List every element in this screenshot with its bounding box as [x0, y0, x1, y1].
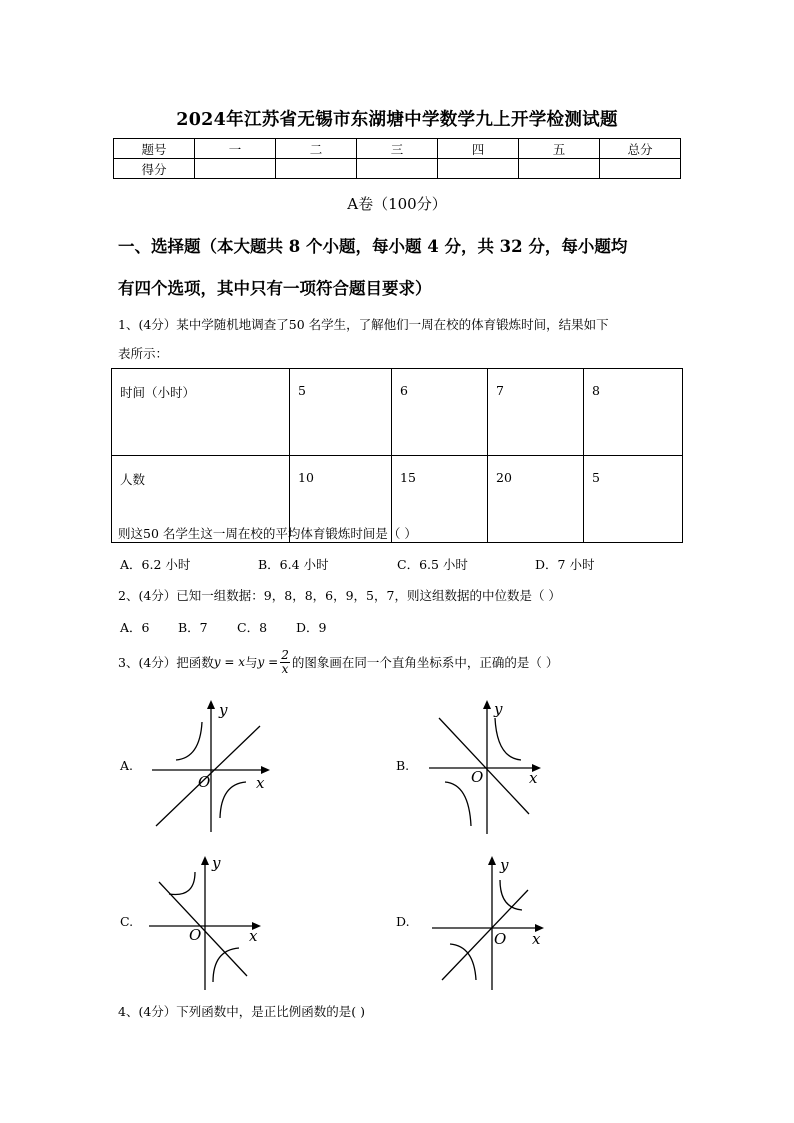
line-y-equals-neg-x: [159, 882, 247, 976]
line-y-equals-x: [442, 890, 528, 980]
y-axis-arrow-icon: [483, 700, 491, 709]
q2-option-b: B．7: [178, 620, 208, 635]
origin-label: O: [494, 930, 507, 948]
q3-prefix: 3、(4分）把函数: [118, 655, 214, 670]
q1-option-a: A．6.2 小时: [120, 557, 191, 572]
q1-table-cell: 人数: [112, 456, 290, 543]
score-header-cell: 四: [438, 139, 519, 159]
paper-section-title: A卷（100分）: [347, 195, 447, 213]
hyperbola-branch: [445, 782, 471, 826]
q3-function-1: y = x: [213, 655, 246, 669]
x-axis-label: x: [529, 769, 538, 787]
score-header-cell: 五: [519, 139, 600, 159]
q1-table-cell: 8: [584, 369, 683, 456]
q1-table-cell: 时间（小时）: [112, 369, 290, 456]
origin-label: O: [471, 768, 484, 786]
score-header-cell: 总分: [600, 139, 681, 159]
q3-graph-label-c: C.: [120, 914, 134, 929]
q3-fraction-denominator: x: [281, 661, 289, 676]
q1-table-cell: 5: [584, 456, 683, 543]
y-axis-label: y: [500, 856, 509, 874]
hyperbola-branch: [495, 718, 521, 760]
y-axis-arrow-icon: [201, 856, 209, 865]
q3-text: [118, 644, 558, 680]
q1-table-cell: 10: [290, 456, 392, 543]
q1-table-cell: 5: [290, 369, 392, 456]
q3-graph-c: [145, 852, 275, 992]
y-axis-label: y: [494, 700, 503, 718]
hyperbola-branch: [500, 880, 522, 910]
y-axis-label: y: [212, 854, 221, 872]
q4-text: 4、(4分）下列函数中，是正比例函数的是( ): [118, 1004, 366, 1019]
x-axis-label: x: [532, 930, 541, 948]
score-cell: [195, 159, 276, 179]
origin-label: O: [198, 773, 211, 791]
line-y-equals-neg-x: [439, 718, 529, 814]
score-cell: [276, 159, 357, 179]
hyperbola-branch: [220, 782, 246, 818]
q2-text: 2、(4分）已知一组数据：9，8，8，6，9，5，7，则这组数据的中位数是（ ）: [118, 588, 561, 603]
score-table-score-row: [114, 159, 681, 179]
q2-option-a: A．6: [120, 620, 150, 635]
q3-graph-b: [425, 696, 555, 836]
score-row-label: 得分: [114, 159, 195, 179]
q3-graph-d: [428, 852, 558, 992]
x-axis-arrow-icon: [261, 766, 270, 774]
y-axis-label: y: [219, 701, 228, 719]
score-header-cell: 一: [195, 139, 276, 159]
q1-table-cell: 20: [488, 456, 584, 543]
q3-fraction-numerator: 2: [281, 647, 289, 662]
section-heading-line1: 一、选择题（本大题共 8 个小题，每小题 4 分，共 32 分，每小题均: [118, 237, 628, 256]
page-title: 2024年江苏省无锡市东湖塘中学数学九上开学检测试题: [176, 110, 618, 130]
q2-option-c: C．8: [237, 620, 268, 635]
q1-text-line1: 1、(4分）某中学随机地调查了50 名学生，了解他们一周在校的体育锻炼时间，结果如下: [118, 317, 609, 332]
q3-graph-a: [148, 696, 278, 836]
q1-question: 则这50 名学生这一周在校的平均体育锻炼时间是（ ）: [118, 526, 417, 541]
y-axis-arrow-icon: [488, 856, 496, 865]
q3-graph-label-b: B.: [396, 758, 410, 773]
score-table: [113, 138, 681, 179]
score-header-cell: 二: [276, 139, 357, 159]
q2-option-d: D．9: [296, 620, 327, 635]
hyperbola-branch: [169, 872, 195, 895]
q1-table-cell: 6: [392, 369, 488, 456]
x-axis-label: x: [256, 774, 265, 792]
q3-suffix: 的图象画在同一个直角坐标系中，正确的是（ ）: [291, 655, 559, 670]
q3-graph-label-d: D.: [396, 914, 410, 929]
score-header-cell: 题号: [114, 139, 195, 159]
y-axis-arrow-icon: [207, 700, 215, 709]
score-table-header-row: [114, 139, 681, 159]
q1-table-row-time: [112, 369, 683, 456]
q1-option-d: D．7 小时: [535, 557, 595, 572]
origin-label: O: [189, 926, 202, 944]
q1-text-line2: 表所示：: [118, 346, 169, 361]
score-cell: [519, 159, 600, 179]
q3-connector: 与: [245, 655, 258, 670]
q1-data-table: [111, 368, 683, 543]
score-cell: [357, 159, 438, 179]
score-cell: [600, 159, 681, 179]
x-axis-label: x: [249, 927, 258, 945]
score-cell: [438, 159, 519, 179]
q1-table-cell: 7: [488, 369, 584, 456]
hyperbola-branch: [176, 722, 202, 760]
q1-option-b: B．6.4 小时: [258, 557, 329, 572]
q1-table-cell: 15: [392, 456, 488, 543]
q3-graph-label-a: A.: [120, 758, 134, 773]
section-heading-line2: 有四个选项，其中只有一项符合题目要求）: [118, 279, 432, 298]
q1-option-c: C．6.5 小时: [397, 557, 468, 572]
score-header-cell: 三: [357, 139, 438, 159]
q3-function-2-lhs: y =: [257, 655, 279, 669]
q3-fraction: [280, 649, 290, 676]
